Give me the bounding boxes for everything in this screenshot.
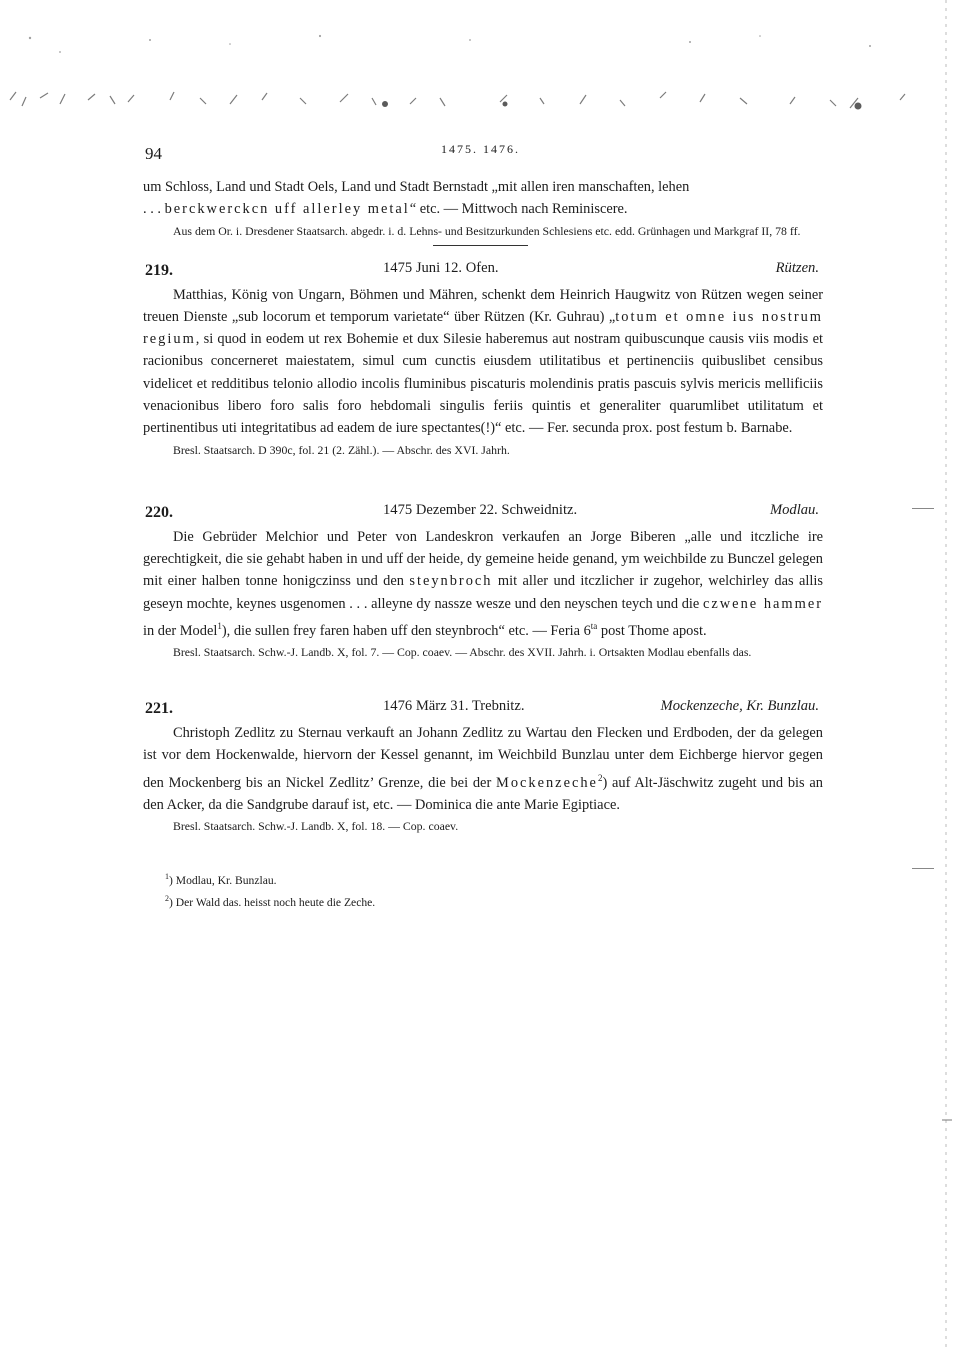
carryover-text (143, 176, 823, 221)
page-header (143, 140, 823, 176)
carryover-source: Aus dem Or. i. Dresdener Staatsarch. abgedr. i. d. Lehns- und Besitzurkunden Schlesiens etc. edd. Grünhagen und Markgraf II, 78 ff. (173, 223, 801, 238)
footnote (165, 890, 823, 912)
entry-text-a: Die Gebrüder Melchior und Peter von Landeskron verkaufen an Jorge Biberen „alle und itczliche ire gerechtigkeit, die sie gehabt haben in und uff der heide, dy gemeine heide genand, ym weichbilde zu Bunczel gelegen mit einer halben tonne honigczinss und den (143, 528, 823, 590)
spacer (143, 460, 823, 486)
separator-rule (433, 245, 528, 246)
entry-heading (143, 698, 823, 722)
entry-date: 1475 Dezember 22. Schweidnitz. (383, 501, 578, 518)
margin-tick (912, 508, 934, 509)
footnote-mark: 2 (597, 772, 603, 783)
entry-text-a: Matthias, König von Ungarn, Böhmen und Mähren, schenkt dem Heinrich Haugwitz von Rützen wegen seiner treuen Dienste „sub locorum et temporum varietate“ über Rützen (Kr. Guhrau) „ (143, 286, 823, 325)
entry-text-e: post Thome apost. (597, 622, 707, 639)
entry-text (143, 722, 823, 816)
entry-heading (143, 502, 823, 526)
footnote-number: 2 (165, 893, 169, 903)
entry-text-b: ) auf Alt-Jäschwitz zugeht und bis an den Acker, da die Sandgrube darauf ist, etc. — Dominica die ante Marie Egiptiace. (143, 774, 823, 813)
footnote-text: ) Modlau, Kr. Bunzlau. (169, 873, 277, 887)
running-head: 1475. 1476. (441, 142, 520, 156)
entry-text-spaced: steynbroch (409, 573, 493, 590)
entry-text-c: in der Model (143, 622, 218, 639)
page-number: 94 (145, 144, 162, 163)
entry-source: Bresl. Staatsarch. Schw.-J. Landb. X, fol. 18. — Cop. coaev. (173, 818, 459, 833)
scan-edge (940, 0, 952, 1349)
entry-text-spaced-2: czwene hammer (703, 595, 824, 612)
entry-number: 219. (145, 261, 173, 279)
entry-text-spaced: Mockenzeche (496, 774, 598, 791)
carryover-line-2-pre: . . . (143, 201, 165, 218)
entry-source: Bresl. Staatsarch. Schw.-J. Landb. X, fol. 7. — Cop. coaev. — Abschr. des XVII. Jahrh. i. Ortsakten Modlau ebenfalls das. (173, 644, 752, 659)
page (143, 140, 823, 912)
entry-date: 1475 Juni 12. Ofen. (383, 259, 499, 276)
carryover-line-1: um Schloss, Land und Stadt Oels, Land und Stadt Bernstadt „mit allen iren manschaften, lehen (143, 179, 690, 195)
entry-date: 1476 März 31. Trebnitz. (383, 697, 525, 714)
footnote-text: ) Der Wald das. heisst noch heute die Zeche. (169, 895, 376, 909)
entry-number: 220. (145, 503, 173, 521)
superscript-ta: ta (590, 620, 598, 631)
entry-221 (143, 698, 823, 836)
entry-text-spaced: totum et omne ius nostrum regium (143, 308, 824, 348)
entry-220 (143, 502, 823, 662)
entry-place: Modlau. (769, 501, 819, 518)
carryover-line-2-spaced: berckwerckcn uff allerley metal (164, 201, 410, 218)
entry-place: Mockenzeche, Kr. Bunzlau. (660, 697, 819, 714)
entry-heading (143, 260, 823, 284)
entry-source: Bresl. Staatsarch. D 390c, fol. 21 (2. Zähl.). — Abschr. des XVI. Jahrh. (173, 442, 510, 457)
entry-219 (143, 260, 823, 460)
entry-text-d: ), die sullen frey faren haben uff den steynbroch“ etc. — Feria 6 (221, 622, 591, 639)
entry-place: Rützen. (775, 259, 819, 276)
margin-tick (912, 868, 934, 869)
spacer (143, 662, 823, 682)
entry-text-b: mit aller und itczlicher ir zugehor, welchirley das allis geseyn mochte, keynes usgenomen . . . alleyne dy nassze wesze und den neyschen teych und die (143, 573, 823, 612)
footnote-number: 1 (165, 871, 169, 881)
footnote (165, 868, 823, 890)
entry-text (143, 526, 823, 642)
entry-text (143, 284, 823, 440)
carryover-line-2-post: “ etc. — Mittwoch nach Reminiscere. (409, 201, 628, 218)
footnotes (143, 868, 823, 912)
entry-text-a: Christoph Zedlitz zu Sternau verkauft an Johann Zedlitz zu Wartau den Flecken und Erdboden, der da gelegen ist vor dem Hockenwalde, hiervorn der Kessel genannt, im Weichbild Bunzlau unter dem Eichberge hiervor gegen den Mockenberg bis an Nickel Zedlitz’ Grenze, die bei der (143, 724, 823, 791)
entry-text-b: , si quod in eodem ut rex Bohemie et dux Silesie haberemus aut nostram quibuscunque causis viis modis et racionibus concerneret maiestatem, simul cum cunctis eiusdem utilitatibus et pertinenciis quibuslibet censibus videlicet et redditibus telonio allodio incolis fluminibus piscaturis molendinis pratis pascuis sylvis mericis mellificiis venacionibus libero foro salis foro hebdomali singulis feriis quintis et generaliter quarumlibet utilitatum et pertinentibus uti integritatibus ad eadem de iure spectantes(!)“ etc. — Fer. secunda prox. post festum b. Barnabe. (143, 331, 823, 437)
footnote-mark: 1 (217, 620, 222, 631)
entry-number: 221. (145, 699, 173, 717)
scan-noise (0, 0, 960, 130)
